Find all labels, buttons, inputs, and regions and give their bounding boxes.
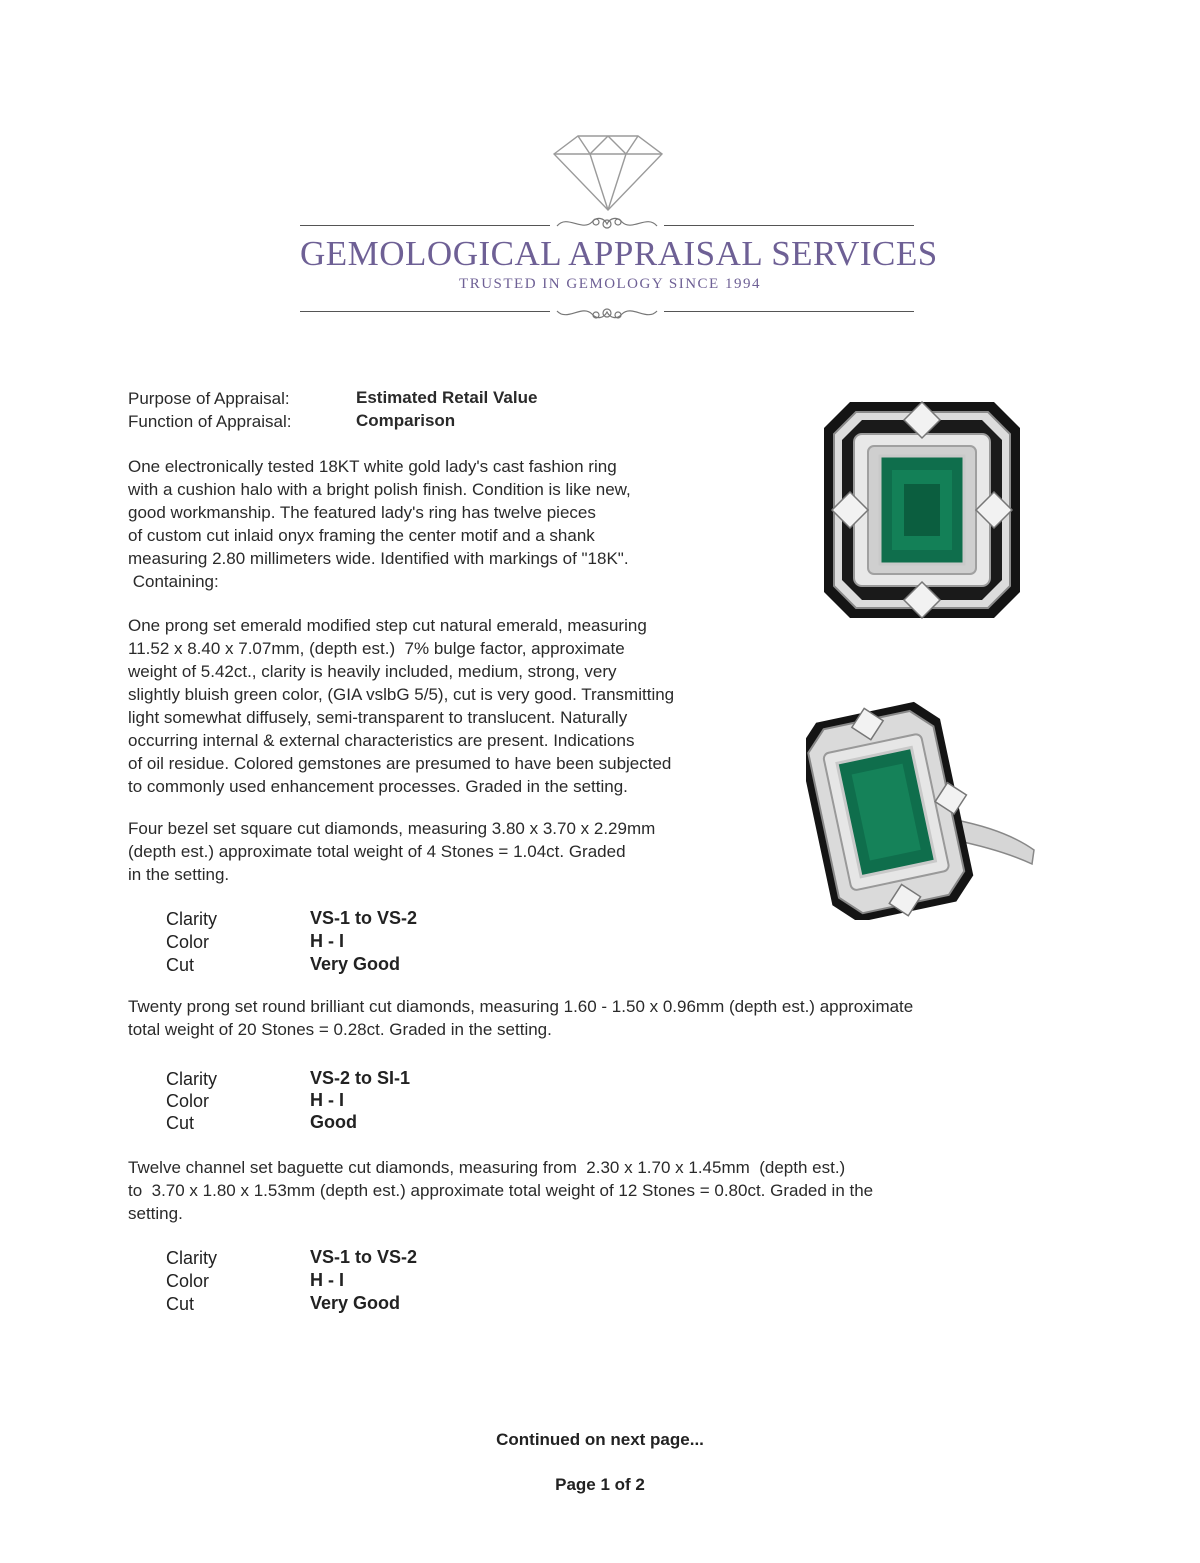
grade-label-cut: Cut	[166, 1113, 195, 1133]
continued-note: Continued on next page...	[496, 1430, 704, 1449]
emerald-line: weight of 5.42ct., clarity is heavily included, medium, strong, very	[128, 662, 617, 681]
grade-value-clarity: VS-1 to VS-2	[310, 908, 418, 928]
emerald-line: 11.52 x 8.40 x 7.07mm, (depth est.) 7% bulge factor, approximate	[128, 639, 625, 658]
ring-side-view-photo	[806, 700, 1036, 920]
emerald-line: occurring internal & external characteristics are present. Indications	[128, 731, 635, 750]
ring-description	[128, 455, 631, 593]
header-bottom-rule-right	[664, 311, 914, 312]
baguette-diamonds-description	[128, 1156, 873, 1225]
function-label: Function of Appraisal:	[128, 412, 292, 431]
company-name: GEMOLOGICAL APPRAISAL SERVICES	[300, 234, 938, 273]
grade-value-cut: Very Good	[310, 954, 401, 974]
square-diamonds-line: in the setting.	[128, 865, 230, 884]
emerald-line: light somewhat diffusely, semi-transparent to translucent. Naturally	[128, 708, 628, 727]
grade-value-color: H - I	[310, 931, 344, 951]
purpose-value: Estimated Retail Value	[356, 388, 538, 407]
square-diamonds-description	[128, 817, 655, 886]
function-value: Comparison	[356, 411, 456, 430]
header-top-rule-left	[300, 225, 550, 226]
grade-value-color: H - I	[310, 1090, 344, 1110]
emerald-line: slightly bluish green color, (GIA vslbG 5/5), cut is very good. Transmitting	[128, 685, 675, 704]
description-line: measuring 2.80 millimeters wide. Identified with markings of "18K".	[128, 549, 629, 568]
round-diamonds-line: total weight of 20 Stones = 0.28ct. Graded in the setting.	[128, 1020, 552, 1039]
description-line: One electronically tested 18KT white gold lady's cast fashion ring	[128, 457, 617, 476]
round-diamonds-line: Twenty prong set round brilliant cut diamonds, measuring 1.60 - 1.50 x 0.96mm (depth est.) approximate	[128, 997, 914, 1016]
ring-top-view-photo	[822, 400, 1022, 620]
grade-label-clarity: Clarity	[166, 1248, 218, 1268]
flourish-bottom-ornament	[552, 302, 662, 324]
grade-label-clarity: Clarity	[166, 909, 218, 929]
grade-value-cut: Very Good	[310, 1293, 401, 1313]
baguette-diamonds-line: to 3.70 x 1.80 x 1.53mm (depth est.) approximate total weight of 12 Stones = 0.80ct. Graded in the	[128, 1181, 874, 1200]
emerald-line: One prong set emerald modified step cut natural emerald, measuring	[128, 616, 647, 635]
description-line: with a cushion halo with a bright polish finish. Condition is like new,	[128, 480, 631, 499]
flourish-top-ornament	[552, 212, 662, 234]
emerald-description	[128, 614, 674, 798]
purpose-label: Purpose of Appraisal:	[128, 389, 290, 408]
grade-value-clarity: VS-1 to VS-2	[310, 1247, 418, 1267]
square-diamonds-line: Four bezel set square cut diamonds, measuring 3.80 x 3.70 x 2.29mm	[128, 819, 656, 838]
grade-value-cut: Good	[310, 1112, 357, 1132]
grade-label-cut: Cut	[166, 955, 195, 975]
square-diamonds-line: (depth est.) approximate total weight of 4 Stones = 1.04ct. Graded	[128, 842, 626, 861]
header-bottom-rule-left	[300, 311, 550, 312]
grade-label-color: Color	[166, 1271, 210, 1291]
round-diamonds-description	[128, 995, 913, 1041]
emerald-line: of oil residue. Colored gemstones are presumed to have been subjected	[128, 754, 672, 773]
diamond-outline-icon	[550, 132, 666, 212]
grade-label-clarity: Clarity	[166, 1069, 218, 1089]
emerald-line: to commonly used enhancement processes. Graded in the setting.	[128, 777, 628, 796]
header-top-rule-right	[664, 225, 914, 226]
description-line: Containing:	[128, 572, 219, 591]
description-line: of custom cut inlaid onyx framing the center motif and a shank	[128, 526, 595, 545]
description-line: good workmanship. The featured lady's ring has twelve pieces	[128, 503, 596, 522]
grade-label-cut: Cut	[166, 1294, 195, 1314]
baguette-diamonds-line: Twelve channel set baguette cut diamonds, measuring from 2.30 x 1.70 x 1.45mm (depth est.)	[128, 1158, 846, 1177]
page-number: Page 1 of 2	[555, 1475, 645, 1494]
baguette-diamonds-line: setting.	[128, 1204, 183, 1223]
grade-label-color: Color	[166, 932, 210, 952]
grade-value-clarity: VS-2 to SI-1	[310, 1068, 411, 1088]
grade-value-color: H - I	[310, 1270, 344, 1290]
grade-label-color: Color	[166, 1091, 210, 1111]
company-tagline: TRUSTED IN GEMOLOGY SINCE 1994	[459, 276, 761, 292]
